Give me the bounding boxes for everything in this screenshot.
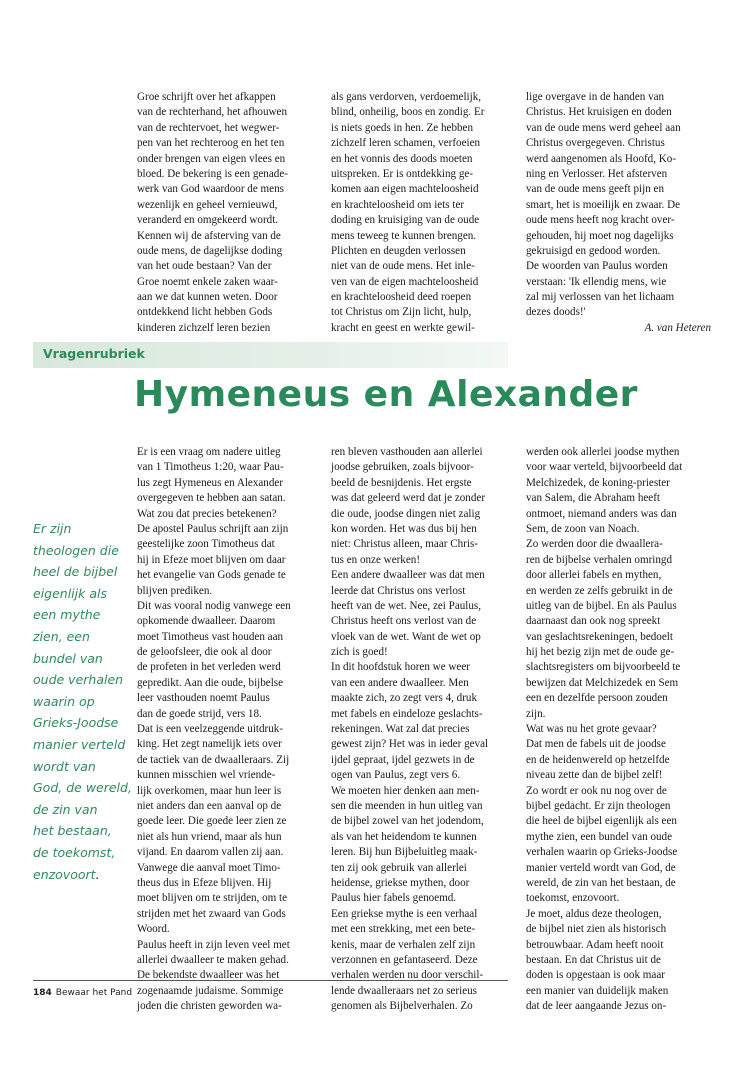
text-line: manier verteld wordt van God, de bbox=[526, 861, 676, 874]
text-line: Christus heeft ons verlost van de bbox=[331, 615, 477, 628]
text-line: werd aangenomen als Hoofd, Ko- bbox=[526, 152, 677, 165]
text-line: werk van God waardoor de mens bbox=[137, 183, 284, 196]
text-line: van de oude mens geeft pijn en bbox=[526, 183, 665, 196]
pull-quote-line bbox=[33, 756, 123, 778]
text-line: van de rechterhand, het afhouwen bbox=[137, 106, 288, 119]
pull-quote-line bbox=[33, 604, 123, 626]
text-line: beeld de besnijdenis. Het ergste bbox=[331, 476, 472, 489]
pull-quote-line bbox=[33, 691, 123, 713]
pull-quote-text: bundel van bbox=[33, 650, 103, 666]
article-title: Hymeneus en Alexander bbox=[134, 374, 638, 415]
text-line: toekomst, enzovoort. bbox=[526, 892, 620, 905]
text-line: ontdekkend licht hebben Gods bbox=[137, 306, 273, 319]
text-line: slachtsregisters om bijvoorbeeld te bbox=[526, 661, 681, 674]
text-line: smart, het is moeilijk en zwaar. De bbox=[526, 198, 681, 211]
pull-quote-line bbox=[33, 669, 123, 691]
text-line: wereld, de zin van het bestaan, de bbox=[526, 876, 676, 889]
text-line: voor waar verteld, bijvoorbeeld dat bbox=[526, 461, 683, 474]
text-line: uitspreken. Er is ontdekking ge- bbox=[331, 167, 474, 180]
text-line: van de rechtervoet, het wegwer- bbox=[137, 121, 280, 134]
text-line: allerlei dwaalleer te maken gehad. bbox=[137, 953, 289, 966]
pull-quote-text: eigenlijk als bbox=[33, 585, 107, 601]
text-line: lige overgave in de handen van bbox=[526, 91, 665, 103]
text-line: gekruisigd en gedood worden. bbox=[526, 244, 661, 257]
text-line: uitleg van de bijbel. En als Paulus bbox=[526, 599, 677, 612]
text-line: zal mij verlossen van het lichaam bbox=[526, 291, 675, 304]
text-line: niet: Christus alleen, maar Chris- bbox=[331, 538, 478, 551]
text-line: en de heidenwereld op hetzelfde bbox=[526, 753, 670, 766]
text-line: die heel de bijbel eigenlijk als een bbox=[526, 815, 677, 828]
text-line: Groe noemt enkele zaken waar- bbox=[137, 275, 278, 288]
pull-quote-line bbox=[33, 734, 126, 756]
pull-quote-line bbox=[33, 540, 123, 562]
pull-quote-line bbox=[33, 799, 123, 821]
text-line: niet anders dan een aanval op de bbox=[137, 799, 282, 812]
text-line: strijden met het zwaard van Gods bbox=[137, 907, 286, 920]
text-line: ren de bijbelse verhalen omringd bbox=[526, 553, 673, 566]
pull-quote-text: Er zijn bbox=[33, 521, 72, 536]
text-line: leren. Bij hun Bijbeluitleg maak- bbox=[331, 846, 478, 859]
pull-quote-text: de zin van bbox=[33, 801, 98, 817]
text-line: gehouden, hij moet nog dagelijks bbox=[526, 229, 674, 242]
pull-quote bbox=[33, 518, 132, 885]
text-line: moet Timotheus vast houden aan bbox=[137, 630, 284, 643]
text-line: kracht en geest en werkte gewil- bbox=[331, 321, 475, 334]
text-line: Christus overgegeven. Christus bbox=[526, 137, 665, 150]
text-line: gewest zijn? Het was in ieder geval bbox=[331, 738, 489, 751]
text-line: bestaan. En dat Christus uit de bbox=[526, 953, 661, 966]
text-line: pen van het rechteroog en het ten bbox=[137, 137, 285, 150]
text-line: ontmoet, niemand anders was dan bbox=[526, 507, 677, 520]
text-line: mens teweeg te kunnen brengen. bbox=[331, 229, 477, 242]
text-line: oude mens, de dagelijkse doding bbox=[137, 244, 283, 257]
text-line: de geloofsleer, die ook al door bbox=[137, 646, 272, 659]
text-line: van geslachtsrekeningen, bedoelt bbox=[526, 630, 673, 643]
text-line: een en dezelfde persoon zouden bbox=[526, 692, 668, 705]
text-line: dat de leer aangaande Jezus on- bbox=[526, 1000, 667, 1013]
magazine-name: Bewaar het Pand bbox=[55, 988, 133, 998]
text-line: met fabels en eindeloze geslachts- bbox=[331, 707, 483, 720]
text-line: die oude, joodse dingen niet zalig bbox=[331, 507, 481, 520]
pull-quote-text: oude verhalen bbox=[33, 672, 124, 688]
text-line: overgegeven te hebben aan satan. bbox=[137, 492, 286, 505]
text-line: Dit was vooral nodig vanwege een bbox=[137, 599, 291, 612]
text-line: en het vonnis des doods moeten bbox=[331, 152, 473, 165]
text-line: De woorden van Paulus worden bbox=[526, 260, 668, 273]
text-line: bloed. De bekering is een genade- bbox=[137, 167, 288, 180]
text-line: komen aan eigen machteloosheid bbox=[331, 183, 479, 196]
text-line: opkomende dwaalleer. Daarom bbox=[137, 615, 276, 628]
text-line: leer vasthouden noemt Paulus bbox=[137, 692, 270, 705]
text-line: Plichten en deugden verlossen bbox=[331, 244, 466, 257]
text-line: We moeten hier denken aan men- bbox=[331, 784, 480, 797]
main-column-1 bbox=[137, 445, 315, 1014]
text-line: Kennen wij de afsterving van de bbox=[137, 229, 281, 242]
pull-quote-text: heel de bijbel bbox=[33, 564, 118, 580]
pull-quote-text: God, de wereld, bbox=[33, 780, 132, 796]
text-line: kon worden. Het was dus bij hen bbox=[331, 522, 477, 535]
text-line: kunnen misschien wel vriende- bbox=[137, 769, 276, 782]
text-line: zich is goed! bbox=[331, 646, 388, 659]
text-line: een manier van duidelijk maken bbox=[526, 984, 669, 997]
pull-quote-line bbox=[33, 648, 123, 670]
page-number: 184 bbox=[33, 988, 52, 998]
top-column-2 bbox=[331, 90, 509, 336]
text-line: theus dus in Efeze blijven. Hij bbox=[137, 876, 272, 889]
text-line: maakte zich, zo zegt vers 4, druk bbox=[331, 692, 478, 705]
pull-quote-text: zien, een bbox=[33, 628, 90, 644]
text-line: Dat is een veelzeggende uitdruk- bbox=[137, 723, 284, 736]
text-line: kenis, maar de verhalen zelf zijn bbox=[331, 938, 476, 951]
text-line: Een andere dwaalleer was dat men bbox=[331, 569, 485, 582]
text-line: Je moet, aldus deze theologen, bbox=[526, 907, 662, 920]
text-line: Dat men de fabels uit de joodse bbox=[526, 738, 666, 751]
text-line: lende dwaalleraars net zo serieus bbox=[331, 984, 477, 997]
text-line: als gans verdorven, verdoemelijk, bbox=[331, 91, 482, 103]
text-line: Zo werden door die dwaallera- bbox=[526, 538, 663, 551]
text-line: tot Christus om Zijn licht, hulp, bbox=[331, 306, 472, 319]
text-line: De apostel Paulus schrijft aan zijn bbox=[137, 522, 289, 535]
pull-quote-line bbox=[33, 561, 123, 583]
text-line: niveau zette dan de bijbel zelf! bbox=[526, 769, 663, 782]
pull-quote-line bbox=[33, 712, 123, 734]
text-line: verzonnen en gefantaseerd. Deze bbox=[331, 953, 478, 966]
text-line: vijand. En daarom vallen zij aan. bbox=[137, 846, 284, 859]
text-line: geestelijke zoon Timotheus dat bbox=[137, 538, 275, 551]
text-line: betrouwbaar. Adam heeft nooit bbox=[526, 938, 664, 951]
text-line: was dat geleerd werd dat je zonder bbox=[331, 492, 486, 505]
text-line: king. Het zegt namelijk iets over bbox=[137, 738, 282, 751]
text-line: De bekendste dwaalleer was het bbox=[137, 969, 280, 982]
text-line: kinderen zichzelf leren bezien bbox=[137, 321, 271, 334]
pull-quote-line bbox=[33, 626, 123, 648]
pull-quote-text: de toekomst, bbox=[33, 844, 116, 860]
text-line: Vanwege die aanval moet Timo- bbox=[137, 861, 281, 874]
pull-quote-text: theologen die bbox=[33, 542, 119, 558]
text-line: de profeten in het verleden werd bbox=[137, 661, 281, 674]
text-line: Melchizedek, de koning-priester bbox=[526, 476, 670, 489]
text-line: heidense, griekse mythen, door bbox=[331, 876, 470, 889]
text-line: Christus. Het kruisigen en doden bbox=[526, 106, 672, 119]
text-line: leerde dat Christus ons verlost bbox=[331, 584, 466, 597]
text-line: sen die meenden in hun uitleg van bbox=[331, 799, 483, 812]
pull-quote-text: waarin op bbox=[33, 693, 95, 709]
text-line: mythe zien, een bundel van oude bbox=[526, 830, 673, 843]
text-line: lijk overkomen, maar hun leer is bbox=[137, 784, 282, 797]
text-line: ning en Verlosser. Het afsterven bbox=[526, 167, 668, 180]
text-line: blijven prediken. bbox=[137, 584, 213, 597]
text-line: van de oude mens werd geheel aan bbox=[526, 121, 681, 134]
text-line: en krachteloosheid deed roepen bbox=[331, 291, 472, 304]
text-line: aan we dat kunnen weten. Door bbox=[137, 291, 278, 304]
text-line: verstaan: 'Ik ellendig mens, wie bbox=[526, 275, 667, 288]
text-line: en krachteloosheid om iets ter bbox=[331, 198, 465, 211]
text-line: Er is een vraag om nadere uitleg bbox=[137, 446, 281, 458]
text-line: van het oude bestaan? Van der bbox=[137, 260, 272, 273]
text-line: verhalen werden nu door verschil- bbox=[331, 969, 484, 982]
pull-quote-text: manier verteld bbox=[33, 736, 126, 752]
text-line: tus en onze werken! bbox=[331, 553, 421, 566]
text-line: de bijbel zowel van het jodendom, bbox=[331, 815, 484, 828]
text-line: joodse gebruiken, zoals bijvoor- bbox=[331, 461, 474, 474]
pull-quote-text: Grieks-Joodse bbox=[33, 715, 119, 731]
text-line: genomen als Bijbelverhalen. Zo bbox=[331, 1000, 473, 1013]
text-line: heeft van de wet. Nee, zei Paulus, bbox=[331, 599, 482, 612]
text-line: van Salem, die Abraham heeft bbox=[526, 492, 661, 505]
text-line: Paulus heeft in zijn leven veel met bbox=[137, 938, 290, 951]
text-line: zijn. bbox=[526, 707, 546, 720]
text-line: Wat was nu het grote gevaar? bbox=[526, 723, 657, 736]
section-bar bbox=[33, 342, 508, 368]
text-line: de bijbel niet zien als historisch bbox=[526, 923, 667, 936]
text-line: moet blijven om te strijden, om te bbox=[137, 892, 288, 905]
text-line: hij het bezig zijn met de oude ge- bbox=[526, 646, 675, 659]
text-line: onder brengen van eigen vlees en bbox=[137, 152, 286, 165]
text-line: ogen van Paulus, zegt vers 6. bbox=[331, 769, 461, 782]
text-line: doden is opgestaan is ook maar bbox=[526, 969, 665, 982]
pull-quote-text: een mythe bbox=[33, 607, 101, 623]
text-line: dan de goede strijd, vers 18. bbox=[137, 707, 262, 720]
text-line: goede leer. Die goede leer zien ze bbox=[137, 815, 287, 828]
text-line: oude mens heeft nog kracht over- bbox=[526, 214, 675, 227]
main-column-3 bbox=[526, 445, 711, 1014]
text-line: vloek van de wet. Want de wet op bbox=[331, 630, 481, 643]
text-line: dezes doods!' bbox=[526, 306, 586, 319]
text-line: In dit hoofdstuk horen we weer bbox=[331, 661, 470, 674]
pull-quote-line bbox=[33, 777, 132, 799]
text-line: Een griekse mythe is een verhaal bbox=[331, 907, 478, 920]
author-signature: A. van Heteren bbox=[644, 321, 711, 334]
text-line: lus zegt Hymeneus en Alexander bbox=[137, 476, 284, 489]
text-line: en werden ze zelfs gebruikt in de bbox=[526, 584, 673, 597]
text-line: werden ook allerlei joodse mythen bbox=[526, 446, 680, 458]
footer-rule bbox=[33, 980, 508, 981]
text-line: van een andere dwaalleer. Men bbox=[331, 676, 469, 689]
text-line: Wat zou dat precies betekenen? bbox=[137, 507, 277, 520]
text-line: van 1 Timotheus 1:20, waar Pau- bbox=[137, 461, 284, 474]
section-label: Vragenrubriek bbox=[43, 346, 145, 361]
text-line: zogenaamde judaisme. Sommige bbox=[137, 984, 284, 997]
pull-quote-text: wordt van bbox=[33, 758, 96, 774]
text-line: wezenlijk en geheel vernieuwd, bbox=[137, 198, 278, 211]
text-line: verhalen waarin op Grieks-Joodse bbox=[526, 846, 678, 859]
text-line: bijbel gedacht. Er zijn theologen bbox=[526, 799, 671, 812]
text-line: Paulus hier fabels genoemd. bbox=[331, 892, 457, 905]
text-line: ten zij ook gebruik van allerlei bbox=[331, 861, 467, 874]
text-line: als van het heidendom te kunnen bbox=[331, 830, 477, 843]
text-line: de tactiek van de dwaalleraars. Zij bbox=[137, 753, 290, 766]
page-footer bbox=[33, 988, 132, 998]
text-line: hij in Efeze moet blijven om daar bbox=[137, 553, 286, 566]
text-line: blind, onheilig, boos en zondig. Er bbox=[331, 106, 485, 119]
pull-quote-period: . bbox=[95, 866, 100, 882]
text-line: ven van de eigen machteloosheid bbox=[331, 275, 479, 288]
text-line: zichzelf leren schamen, verfoeien bbox=[331, 137, 481, 150]
text-line: rekeningen. Wat zal dat precies bbox=[331, 723, 470, 736]
top-column-3 bbox=[526, 90, 711, 336]
text-line: joden die christen geworden wa- bbox=[137, 1000, 282, 1013]
text-line: het evangelie van Gods genade te bbox=[137, 569, 286, 582]
pull-quote-text: enzovoort bbox=[33, 866, 96, 882]
text-line: Woord. bbox=[137, 923, 170, 936]
text-line: Sem, de zoon van Noach. bbox=[526, 522, 640, 535]
text-line: door allerlei fabels en mythen, bbox=[526, 569, 662, 582]
text-line: bewijzen dat Melchizedek en Sem bbox=[526, 676, 679, 689]
text-line: niet als hun vriend, maar als hun bbox=[137, 830, 282, 843]
text-line: is niets goeds in hen. Ze hebben bbox=[331, 121, 474, 134]
pull-quote-line bbox=[33, 842, 123, 864]
pull-quote-line bbox=[33, 820, 123, 842]
text-line: niet van de oude mens. Het inle- bbox=[331, 260, 475, 273]
pull-quote-line bbox=[33, 518, 123, 540]
text-line: ren bleven vasthouden aan allerlei bbox=[331, 446, 483, 458]
text-line: met een strekking, met een bete- bbox=[331, 923, 476, 936]
text-line: Groe schrijft over het afkappen bbox=[137, 91, 276, 103]
pull-quote-line bbox=[33, 583, 123, 605]
text-line: ijdel gepraat, ijdel gezwets in de bbox=[331, 753, 475, 766]
text-line: doding en kruisiging van de oude bbox=[331, 214, 480, 227]
text-line: veranderd en omgekeerd wordt. bbox=[137, 214, 279, 227]
text-line: Zo wordt er ook nu nog over de bbox=[526, 784, 667, 797]
pull-quote-line bbox=[33, 864, 123, 886]
text-line: daarnaast dan ook nog spreekt bbox=[526, 615, 661, 628]
top-column-1 bbox=[137, 90, 315, 336]
main-column-2 bbox=[331, 445, 509, 1014]
pull-quote-text: het bestaan, bbox=[33, 823, 112, 839]
text-line: gepredikt. Aan die oude, bijbelse bbox=[137, 676, 284, 689]
